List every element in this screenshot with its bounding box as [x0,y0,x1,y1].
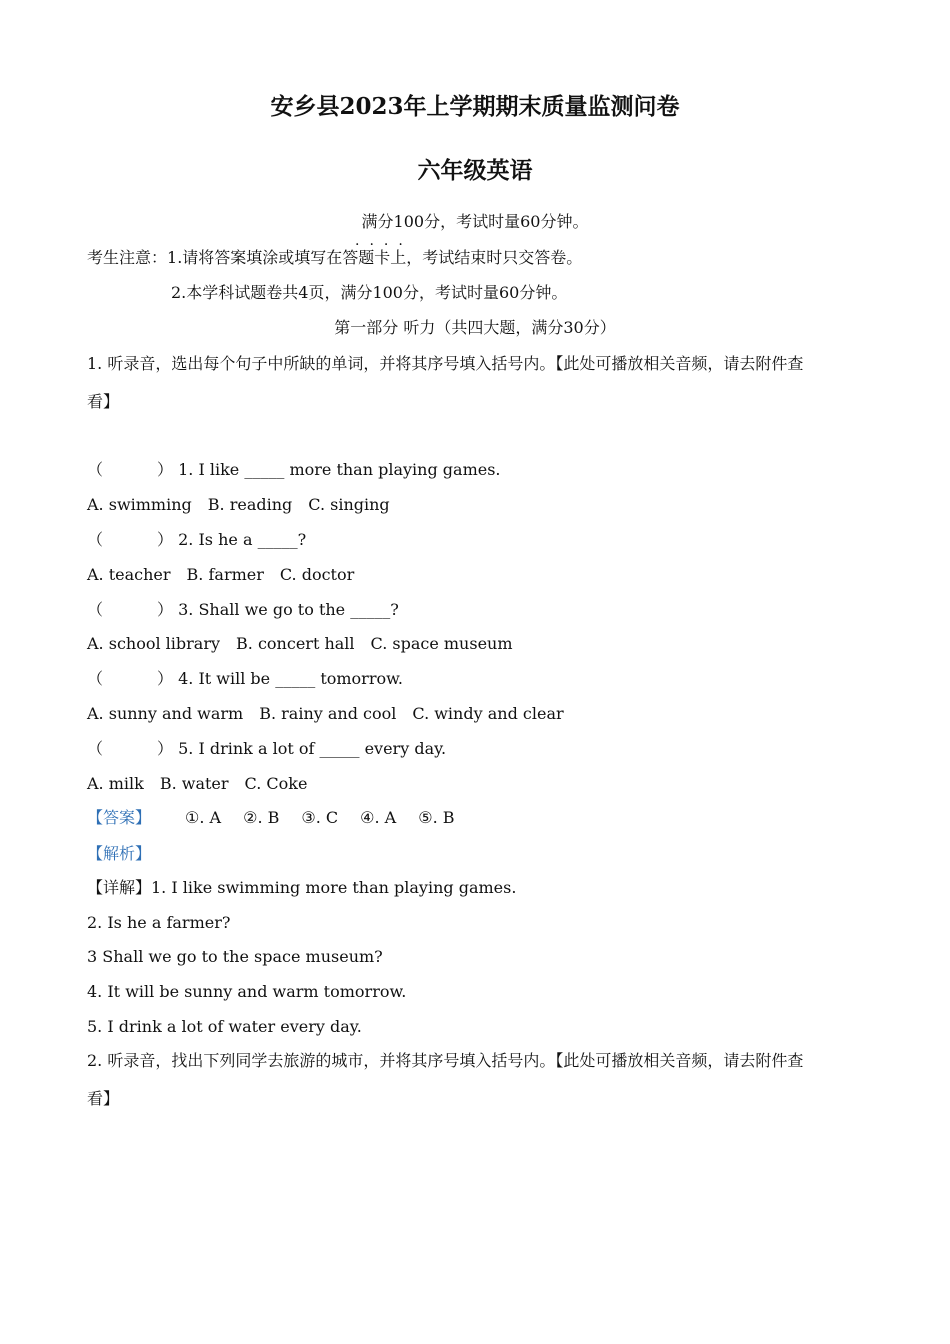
answer-item: ①. A [185,808,222,827]
question-stem: 4. It will be _____ tomorrow. [178,669,403,688]
option-c: C. doctor [279,565,355,584]
section1-instruction-line1: 1. 听录音，选出每个句子中所缺的单词，并将其序号填入括号内。【此处可播放相关音频，请去附件查 [87,354,804,373]
option-a: A. swimming [87,495,192,514]
section2-instruction-line1: 2. 听录音，找出下列同学去旅游的城市，并将其序号填入括号内。【此处可播放相关音频，请去附件查 [87,1051,804,1070]
option-b: B. reading [207,495,293,514]
question-5-options [87,774,323,794]
part-title: 第一部分 听力（共四大题，满分30分） [334,318,616,337]
option-a: A. milk [87,774,144,793]
exam-subtitle: 六年级英语 [417,157,533,184]
answer-paren-close: ） [157,669,174,688]
answer-paren-close: ） [157,530,174,549]
answer-paren-close: ） [157,739,174,758]
notice-text-1: 1.请将答案填涂或填写在答题卡上，考试结束时只交答卷。 [167,248,583,267]
answer-item: ⑤. B [418,808,455,827]
question-1 [87,460,501,480]
question-stem: 3. Shall we go to the _____? [178,600,399,619]
question-stem: 2. Is he a _____? [178,530,307,549]
question-1-options [87,495,406,515]
answer-item: ④. A [360,808,397,827]
option-b: B. water [159,774,229,793]
answer-item: ③. C [301,808,339,827]
question-stem: 5. I drink a lot of _____ every day. [178,739,447,758]
option-c: C. singing [308,495,390,514]
question-5 [87,739,446,759]
answer-paren-open[interactable]: （ [87,460,104,479]
question-2-options [87,565,370,585]
emphasis-dots: .... [355,233,413,249]
notice-line-1 [87,248,582,268]
detail-line: 【详解】1. I like swimming more than playing games. [87,878,517,897]
answer-paren-open[interactable]: （ [87,739,104,758]
option-b: B. rainy and cool [259,704,397,723]
detail-line: 5. I drink a lot of water every day. [87,1017,362,1036]
notice-label: 考生注意： [87,248,168,267]
detail-line: 2. Is he a farmer? [87,913,231,932]
option-a: A. teacher [87,565,171,584]
answer-item: ②. B [243,808,280,827]
answer-paren-open[interactable]: （ [87,600,104,619]
answer-paren-close: ） [157,460,174,479]
option-a: A. school library [87,634,221,653]
option-b: B. farmer [186,565,264,584]
analysis-label: 【解析】 [87,844,152,863]
question-3 [87,600,399,620]
answer-label: 【答案】 [87,808,152,827]
answer-paren-open[interactable]: （ [87,669,104,688]
answer-paren-close: ） [157,600,174,619]
exam-title: 安乡县2023年上学期期末质量监测问卷 [270,93,680,120]
option-a: A. sunny and warm [87,704,244,723]
option-c: C. Coke [244,774,308,793]
detail-line: 4. It will be sunny and warm tomorrow. [87,982,407,1001]
question-3-options [87,634,529,654]
option-c: C. space museum [370,634,513,653]
question-4 [87,669,403,689]
detail-line: 3 Shall we go to the space museum? [87,947,383,966]
question-4-options [87,704,580,724]
notice-line-2: 2.本学科试题卷共4页，满分100分，考试时量60分钟。 [171,283,568,302]
option-c: C. windy and clear [412,704,564,723]
question-2 [87,530,306,550]
answer-row [87,808,477,828]
answer-paren-open[interactable]: （ [87,530,104,549]
section2-instruction-line2: 看】 [87,1089,120,1108]
question-stem: 1. I like _____ more than playing games. [178,460,501,479]
option-b: B. concert hall [236,634,355,653]
section1-instruction-line2: 看】 [87,392,120,411]
score-time-note: 满分100分，考试时量60分钟。 [361,212,589,231]
